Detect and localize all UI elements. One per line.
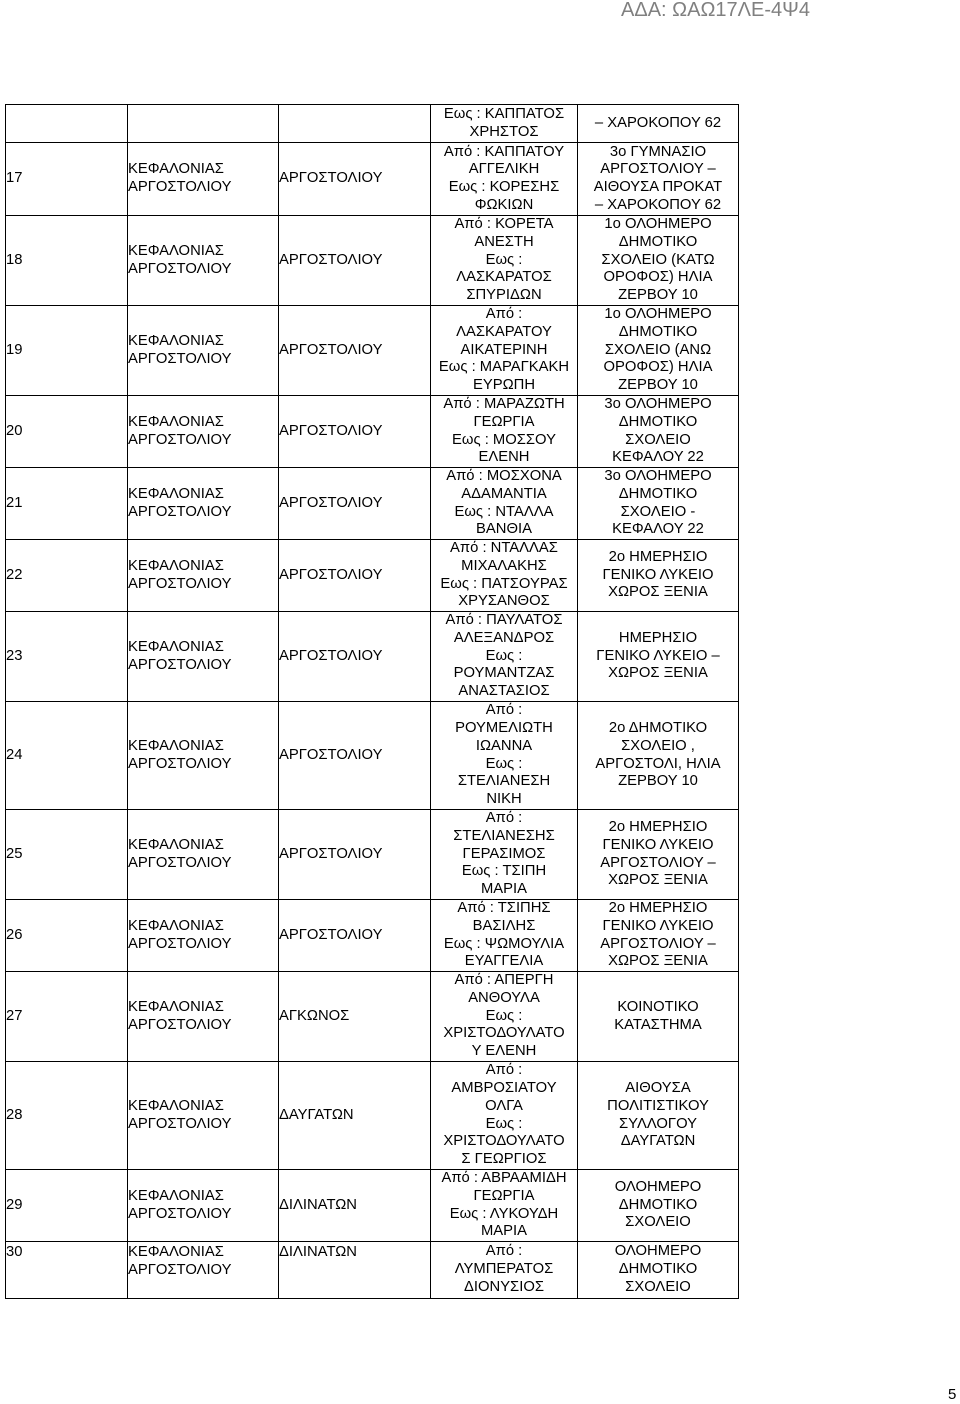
- region-line: ΚΕΦΑΛΟΝΙΑΣ: [128, 413, 224, 430]
- table-row: [6, 702, 739, 810]
- municipality-cell: [279, 143, 431, 216]
- municipality-cell: [279, 396, 431, 468]
- name-range-line: Από : ΤΣΙΠΗΣ: [457, 900, 551, 917]
- location-cell: [578, 306, 739, 396]
- name-range-line: Από : ΑΒΡΑΑΜΙΔΗ: [441, 1170, 567, 1187]
- page-number: 5: [948, 1386, 957, 1403]
- municipality-name: ΑΡΓΟΣΤΟΛΙΟΥ: [279, 566, 383, 583]
- name-range-line: ΣΠΥΡΙΔΩΝ: [466, 287, 542, 304]
- name-range-line: Εως : ΠΑΤΣΟΥΡΑΣ: [440, 575, 568, 592]
- name-range-line: Από :: [485, 702, 523, 719]
- municipality-cell: [279, 216, 431, 306]
- region-line: ΑΡΓΟΣΤΟΛΙΟΥ: [128, 1261, 232, 1278]
- name-range-line: ΑΝΑΣΤΑΣΙΟΣ: [458, 683, 550, 700]
- row-number-cell: [6, 702, 128, 810]
- location-line: 2ο ΔΗΜΟΤΙΚΟ: [608, 720, 708, 737]
- name-range-cell: [431, 1242, 578, 1299]
- region-line: ΚΕΦΑΛΟΝΙΑΣ: [128, 1244, 224, 1260]
- location-cell: [578, 143, 739, 216]
- region-line: ΑΡΓΟΣΤΟΛΙΟΥ: [128, 656, 232, 673]
- location-line: ΣΧΟΛΕΙΟ: [625, 431, 691, 448]
- region-line: ΚΕΦΑΛΟΝΙΑΣ: [128, 998, 224, 1015]
- region-line: ΑΡΓΟΣΤΟΛΙΟΥ: [128, 1016, 232, 1033]
- name-range-line: Εως : ΛΥΚΟΥΔΗ: [449, 1205, 559, 1222]
- name-range-cell: [431, 900, 578, 972]
- name-range-line: Από : ΑΠΕΡΓΗ: [454, 972, 554, 989]
- name-range-line: ΧΡΗΣΤΟΣ: [469, 123, 539, 140]
- row-number: 21: [6, 494, 23, 511]
- municipality-cell: [279, 1170, 431, 1242]
- region-cell: [128, 1242, 279, 1299]
- region-line: ΑΡΓΟΣΤΟΛΙΟΥ: [128, 755, 232, 772]
- municipality-name: ΑΡΓΟΣΤΟΛΙΟΥ: [279, 341, 383, 358]
- table-row: [6, 396, 739, 468]
- name-range-line: ΙΩΑΝΝΑ: [475, 737, 533, 754]
- row-number-cell: [6, 900, 128, 972]
- location-line: – ΧΑΡΟΚΟΠΟΥ 62: [594, 196, 722, 213]
- municipality-cell: [279, 810, 431, 900]
- region-cell: [128, 810, 279, 900]
- name-range-line: Από :: [485, 810, 523, 827]
- location-line: ΗΜΕΡΗΣΙΟ: [618, 629, 698, 646]
- region-cell: [128, 105, 279, 143]
- location-line: ΓΕΝΙΚΟ ΛΥΚΕΙΟ: [602, 836, 714, 853]
- name-range-line: ΜΑΡΙΑ: [480, 881, 528, 898]
- name-range-line: Από :: [485, 1062, 523, 1079]
- name-range-line: Εως : ΜΟΣΣΟΥ: [452, 431, 556, 448]
- name-range-line: ΜΑΡΙΑ: [480, 1223, 528, 1240]
- location-line: ΑΙΘΟΥΣΑ: [625, 1080, 691, 1097]
- municipality-cell: [279, 1062, 431, 1170]
- row-number-cell: [6, 972, 128, 1062]
- location-line: ΚΕΦΑΛΟΥ 22: [612, 521, 704, 538]
- region-line: ΚΕΦΑΛΟΝΙΑΣ: [128, 1097, 224, 1114]
- row-number: 26: [6, 926, 23, 943]
- location-line: ΓΕΝΙΚΟ ΛΥΚΕΙΟ: [602, 566, 714, 583]
- region-cell: [128, 216, 279, 306]
- region-cell: [128, 702, 279, 810]
- row-number: 28: [6, 1106, 23, 1123]
- region-line: ΑΡΓΟΣΤΟΛΙΟΥ: [128, 179, 232, 195]
- region-cell: [128, 396, 279, 468]
- name-range-line: Από : ΜΟΣΧΟΝΑ: [446, 468, 562, 485]
- name-range-line: ΑΛΕΞΑΝΔΡΟΣ: [453, 629, 555, 646]
- row-number: 23: [6, 647, 23, 664]
- name-range-line: ΣΤΕΛΙΑΝΕΣΗΣ: [453, 827, 555, 844]
- table-row: [6, 540, 739, 612]
- name-range-cell: [431, 810, 578, 900]
- name-range-line: Σ ΓΕΩΡΓΙΟΣ: [461, 1150, 547, 1167]
- name-range-line: ΣΤΕΛΙΑΝΕΣΗ: [457, 773, 551, 790]
- location-cell: [578, 540, 739, 612]
- municipality-cell: [279, 540, 431, 612]
- name-range-line: ΛΥΜΠΕΡΑΤΟΣ: [454, 1261, 554, 1278]
- location-line: ΑΡΓΟΣΤΟΛΙ, ΗΛΙΑ: [595, 755, 721, 772]
- name-range-cell: [431, 1062, 578, 1170]
- location-cell: [578, 396, 739, 468]
- row-number-cell: [6, 540, 128, 612]
- row-number-cell: [6, 105, 128, 143]
- location-line: ΖΕΡΒΟΥ 10: [618, 773, 698, 790]
- row-number: 25: [6, 845, 23, 862]
- location-line: ΣΧΟΛΕΙΟ -: [620, 503, 696, 520]
- location-line: ΓΕΝΙΚΟ ΛΥΚΕΙΟ –: [596, 647, 720, 664]
- location-cell: [578, 105, 739, 143]
- region-cell: [128, 306, 279, 396]
- row-number-cell: [6, 306, 128, 396]
- location-line: 3ο ΟΛΟΗΜΕΡΟ: [604, 468, 712, 485]
- name-range-cell: [431, 396, 578, 468]
- location-line: ΣΧΟΛΕΙΟ ,: [621, 737, 695, 754]
- region-line: ΑΡΓΟΣΤΟΛΙΟΥ: [128, 350, 232, 367]
- region-line: ΑΡΓΟΣΤΟΛΙΟΥ: [128, 575, 232, 592]
- location-line: ΧΩΡΟΣ ΞΕΝΙΑ: [608, 953, 708, 970]
- location-line: ΔΗΜΟΤΙΚΟ: [618, 485, 698, 502]
- name-range-line: Από : ΜΑΡΑΖΩΤΗ: [443, 396, 565, 413]
- location-line: 1ο ΟΛΟΗΜΕΡΟ: [604, 216, 712, 233]
- name-range-line: ΑΔΑΜΑΝΤΙΑ: [461, 485, 547, 502]
- row-number: 27: [6, 1007, 23, 1024]
- row-number: 24: [6, 746, 23, 763]
- name-range-line: ΛΑΣΚΑΡΑΤΟΥ: [456, 323, 552, 340]
- municipality-cell: [279, 972, 431, 1062]
- name-range-line: Εως :: [485, 1007, 523, 1024]
- region-cell: [128, 900, 279, 972]
- location-cell: [578, 1170, 739, 1242]
- location-line: ΣΧΟΛΕΙΟ: [625, 1278, 691, 1295]
- location-line: ΖΕΡΒΟΥ 10: [618, 287, 698, 304]
- name-range-cell: [431, 540, 578, 612]
- region-line: ΚΕΦΑΛΟΝΙΑΣ: [128, 917, 224, 934]
- region-line: ΑΡΓΟΣΤΟΛΙΟΥ: [128, 1115, 232, 1132]
- name-range-line: Από : ΠΑΥΛΑΤΟΣ: [445, 612, 563, 629]
- row-number-cell: [6, 396, 128, 468]
- name-range-line: ΒΑΣΙΛΗΣ: [472, 917, 536, 934]
- municipality-cell: [279, 702, 431, 810]
- location-line: ΓΕΝΙΚΟ ΛΥΚΕΙΟ: [602, 917, 714, 934]
- region-line: ΑΡΓΟΣΤΟΛΙΟΥ: [128, 1205, 232, 1222]
- name-range-line: ΕΥΡΩΠΗ: [472, 377, 536, 394]
- location-line: ΠΟΛΙΤΙΣΤΙΚΟΥ: [607, 1097, 709, 1114]
- region-cell: [128, 1062, 279, 1170]
- name-range-cell: [431, 306, 578, 396]
- name-range-cell: [431, 1170, 578, 1242]
- table-row: [6, 900, 739, 972]
- location-line: ΔΗΜΟΤΙΚΟ: [618, 413, 698, 430]
- row-number: 20: [6, 422, 23, 439]
- row-number-cell: [6, 216, 128, 306]
- municipality-name: ΔΙΛΙΝΑΤΩΝ: [279, 1244, 357, 1260]
- municipality-name: ΔΙΛΙΝΑΤΩΝ: [279, 1196, 357, 1213]
- location-cell: [578, 1242, 739, 1299]
- name-range-line: ΑΝΕΣΤΗ: [474, 233, 534, 250]
- name-range-line: Εως :: [485, 251, 523, 268]
- row-number-cell: [6, 612, 128, 702]
- name-range-line: ΓΕΩΡΓΙΑ: [473, 1187, 535, 1204]
- municipality-name: ΔΑΥΓΑΤΩΝ: [279, 1106, 354, 1123]
- table-row: [6, 468, 739, 540]
- region-cell: [128, 612, 279, 702]
- region-cell: [128, 1170, 279, 1242]
- name-range-line: Εως : ΚΟΡΕΣΗΣ: [448, 179, 560, 195]
- row-number-cell: [6, 1062, 128, 1170]
- location-line: ΑΡΓΟΣΤΟΛΙΟΥ –: [600, 935, 716, 952]
- region-cell: [128, 468, 279, 540]
- location-cell: [578, 468, 739, 540]
- municipality-name: ΑΡΓΟΣΤΟΛΙΟΥ: [279, 746, 383, 763]
- location-line: ΔΑΥΓΑΤΩΝ: [620, 1133, 696, 1150]
- ada-header: ΑΔΑ: ΩΑΩ17ΛΕ-4Ψ4: [621, 0, 810, 21]
- name-range-line: ΑΝΘΟΥΛΑ: [468, 989, 540, 1006]
- name-range-line: Εως :: [485, 755, 523, 772]
- region-cell: [128, 143, 279, 216]
- row-number: 29: [6, 1196, 23, 1213]
- municipality-cell: [279, 1242, 431, 1299]
- name-range-line: ΓΕΡΑΣΙΜΟΣ: [462, 845, 546, 862]
- location-line: ΑΡΓΟΣΤΟΛΙΟΥ –: [600, 161, 716, 178]
- region-line: ΚΕΦΑΛΟΝΙΑΣ: [128, 485, 224, 502]
- name-range-line: Εως :: [485, 1115, 523, 1132]
- name-range-line: ΕΛΕΝΗ: [478, 449, 530, 466]
- location-line: ΟΛΟΗΜΕΡΟ: [614, 1178, 702, 1195]
- name-range-line: ΕΥΑΓΓΕΛΙΑ: [464, 953, 544, 970]
- name-range-line: Εως : ΤΣΙΠΗ: [461, 863, 547, 880]
- table-row: [6, 972, 739, 1062]
- location-line: ΔΗΜΟΤΙΚΟ: [618, 323, 698, 340]
- name-range-cell: [431, 612, 578, 702]
- table-row: [6, 1062, 739, 1170]
- name-range-line: Από :: [485, 306, 523, 323]
- location-line: – ΧΑΡΟΚΟΠΟΥ 62: [594, 114, 722, 131]
- municipality-cell: [279, 900, 431, 972]
- name-range-line: ΜΙΧΑΛΑΚΗΣ: [461, 557, 547, 574]
- table-row: [6, 810, 739, 900]
- municipality-name: ΑΡΓΟΣΤΟΛΙΟΥ: [279, 170, 383, 187]
- region-line: ΚΕΦΑΛΟΝΙΑΣ: [128, 1187, 224, 1204]
- location-line: ΚΕΦΑΛΟΥ 22: [612, 449, 704, 466]
- location-line: 1ο ΟΛΟΗΜΕΡΟ: [604, 306, 712, 323]
- location-line: ΔΗΜΟΤΙΚΟ: [618, 233, 698, 250]
- municipality-name: ΑΡΓΟΣΤΟΛΙΟΥ: [279, 251, 383, 268]
- location-line: 2ο ΗΜΕΡΗΣΙΟ: [608, 819, 708, 836]
- name-range-line: ΡΟΥΜΑΝΤΖΑΣ: [453, 665, 555, 682]
- row-number: 18: [6, 251, 23, 268]
- table-row: [6, 306, 739, 396]
- row-number: 30: [6, 1244, 23, 1260]
- name-range-line: Από : ΝΤΑΛΛΑΣ: [450, 540, 558, 557]
- location-line: ΟΡΟΦΟΣ) ΗΛΙΑ: [603, 269, 713, 286]
- location-line: ΟΛΟΗΜΕΡΟ: [614, 1243, 702, 1260]
- name-range-cell: [431, 468, 578, 540]
- row-number-cell: [6, 1170, 128, 1242]
- table-row: [6, 143, 739, 216]
- name-range-line: ΟΛΓΑ: [485, 1097, 523, 1114]
- location-line: ΧΩΡΟΣ ΞΕΝΙΑ: [608, 584, 708, 601]
- location-cell: [578, 702, 739, 810]
- location-line: ΧΩΡΟΣ ΞΕΝΙΑ: [608, 665, 708, 682]
- region-line: ΚΕΦΑΛΟΝΙΑΣ: [128, 836, 224, 853]
- location-line: 2ο ΗΜΕΡΗΣΙΟ: [608, 900, 708, 917]
- location-line: ΑΙΘΟΥΣΑ ΠΡΟΚΑΤ: [593, 179, 723, 195]
- name-range-line: ΑΓΓΕΛΙΚΗ: [468, 161, 540, 178]
- municipality-cell: [279, 468, 431, 540]
- municipality-name: ΑΡΓΟΣΤΟΛΙΟΥ: [279, 647, 383, 664]
- region-line: ΚΕΦΑΛΟΝΙΑΣ: [128, 737, 224, 754]
- region-cell: [128, 972, 279, 1062]
- table-row: [6, 105, 739, 143]
- region-line: ΑΡΓΟΣΤΟΛΙΟΥ: [128, 431, 232, 448]
- name-range-line: Εως : ΨΩΜΟΥΛΙΑ: [443, 935, 565, 952]
- location-cell: [578, 216, 739, 306]
- location-line: ΚΟΙΝΟΤΙΚΟ: [617, 998, 699, 1015]
- name-range-line: ΒΑΝΘΙΑ: [476, 521, 532, 538]
- location-line: ΑΡΓΟΣΤΟΛΙΟΥ –: [600, 854, 716, 871]
- region-line: ΚΕΦΑΛΟΝΙΑΣ: [128, 638, 224, 655]
- name-range-cell: [431, 702, 578, 810]
- location-cell: [578, 972, 739, 1062]
- location-line: 3ο ΓΥΜΝΑΣΙΟ: [609, 143, 707, 160]
- document-table: [5, 104, 739, 1299]
- name-range-line: ΝΙΚΗ: [486, 790, 522, 807]
- name-range-line: ΦΩΚΙΩΝ: [474, 196, 534, 213]
- location-line: ΣΧΟΛΕΙΟ (ΑΝΩ: [604, 341, 712, 358]
- name-range-cell: [431, 105, 578, 143]
- name-range-line: Εως : ΜΑΡΑΓΚΑΚΗ: [438, 359, 570, 376]
- location-line: ΟΡΟΦΟΣ) ΗΛΙΑ: [603, 359, 713, 376]
- row-number-cell: [6, 1242, 128, 1299]
- table-row: [6, 612, 739, 702]
- table-row: [6, 1170, 739, 1242]
- location-line: ΣΧΟΛΕΙΟ (ΚΑΤΩ: [601, 251, 715, 268]
- table-row: [6, 1242, 739, 1299]
- location-line: 3ο ΟΛΟΗΜΕΡΟ: [604, 396, 712, 413]
- name-range-cell: [431, 972, 578, 1062]
- name-range-line: Από :: [485, 1243, 523, 1260]
- name-range-line: Εως : ΝΤΑΛΛΑ: [454, 503, 554, 520]
- location-line: ΔΗΜΟΤΙΚΟ: [618, 1261, 698, 1278]
- region-line: ΚΕΦΑΛΟΝΙΑΣ: [128, 557, 224, 574]
- row-number-cell: [6, 143, 128, 216]
- region-line: ΑΡΓΟΣΤΟΛΙΟΥ: [128, 935, 232, 952]
- region-line: ΚΕΦΑΛΟΝΙΑΣ: [128, 332, 224, 349]
- row-number: 17: [6, 170, 23, 187]
- name-range-line: ΡΟΥΜΕΛΙΩΤΗ: [455, 720, 553, 737]
- name-range-line: ΓΕΩΡΓΙΑ: [473, 413, 535, 430]
- municipality-cell: [279, 306, 431, 396]
- name-range-line: Εως :: [485, 647, 523, 664]
- location-line: ΣΥΛΛΟΓΟΥ: [619, 1115, 697, 1132]
- table-row: [6, 216, 739, 306]
- name-range-line: ΧΡΙΣΤΟΔΟΥΛΑΤΟ: [443, 1025, 565, 1042]
- location-line: ΧΩΡΟΣ ΞΕΝΙΑ: [608, 872, 708, 889]
- municipality-cell: [279, 105, 431, 143]
- location-line: ΔΗΜΟΤΙΚΟ: [618, 1196, 698, 1213]
- name-range-cell: [431, 216, 578, 306]
- location-line: 2ο ΗΜΕΡΗΣΙΟ: [608, 548, 708, 565]
- name-range-line: ΔΙΟΝΥΣΙΟΣ: [464, 1278, 544, 1295]
- name-range-line: Εως : ΚΑΠΠΑΤΟΣ: [443, 105, 565, 122]
- name-range-line: ΛΑΣΚΑΡΑΤΟΣ: [456, 269, 552, 286]
- row-number-cell: [6, 810, 128, 900]
- municipality-cell: [279, 612, 431, 702]
- municipality-name: ΑΓΚΩΝΟΣ: [279, 1007, 350, 1024]
- region-cell: [128, 540, 279, 612]
- region-line: ΑΡΓΟΣΤΟΛΙΟΥ: [128, 503, 232, 520]
- location-line: ΖΕΡΒΟΥ 10: [618, 377, 698, 394]
- location-cell: [578, 612, 739, 702]
- table-body: [6, 105, 739, 1299]
- name-range-line: Από : ΚΑΠΠΑΤΟΥ: [443, 143, 565, 160]
- name-range-line: ΧΡΥΣΑΝΘΟΣ: [458, 593, 550, 610]
- region-line: ΚΕΦΑΛΟΝΙΑΣ: [128, 242, 224, 259]
- region-line: ΑΡΓΟΣΤΟΛΙΟΥ: [128, 854, 232, 871]
- name-range-line: ΑΜΒΡΟΣΙΑΤΟΥ: [451, 1080, 557, 1097]
- row-number-cell: [6, 468, 128, 540]
- municipality-name: ΑΡΓΟΣΤΟΛΙΟΥ: [279, 926, 383, 943]
- row-number: 22: [6, 566, 23, 583]
- municipality-name: ΑΡΓΟΣΤΟΛΙΟΥ: [279, 845, 383, 862]
- name-range-line: ΑΙΚΑΤΕΡΙΝΗ: [460, 341, 548, 358]
- name-range-line: Υ ΕΛΕΝΗ: [471, 1043, 537, 1060]
- location-line: ΚΑΤΑΣΤΗΜΑ: [614, 1016, 702, 1033]
- location-line: ΣΧΟΛΕΙΟ: [625, 1214, 691, 1231]
- name-range-cell: [431, 143, 578, 216]
- municipality-name: ΑΡΓΟΣΤΟΛΙΟΥ: [279, 494, 383, 511]
- location-cell: [578, 810, 739, 900]
- municipality-name: ΑΡΓΟΣΤΟΛΙΟΥ: [279, 422, 383, 439]
- region-line: ΑΡΓΟΣΤΟΛΙΟΥ: [128, 260, 232, 277]
- location-cell: [578, 1062, 739, 1170]
- location-cell: [578, 900, 739, 972]
- row-number: 19: [6, 341, 23, 358]
- name-range-line: Από : ΚΟΡΕΤΑ: [454, 216, 554, 233]
- region-line: ΚΕΦΑΛΟΝΙΑΣ: [128, 161, 224, 178]
- name-range-line: ΧΡΙΣΤΟΔΟΥΛΑΤΟ: [443, 1133, 565, 1150]
